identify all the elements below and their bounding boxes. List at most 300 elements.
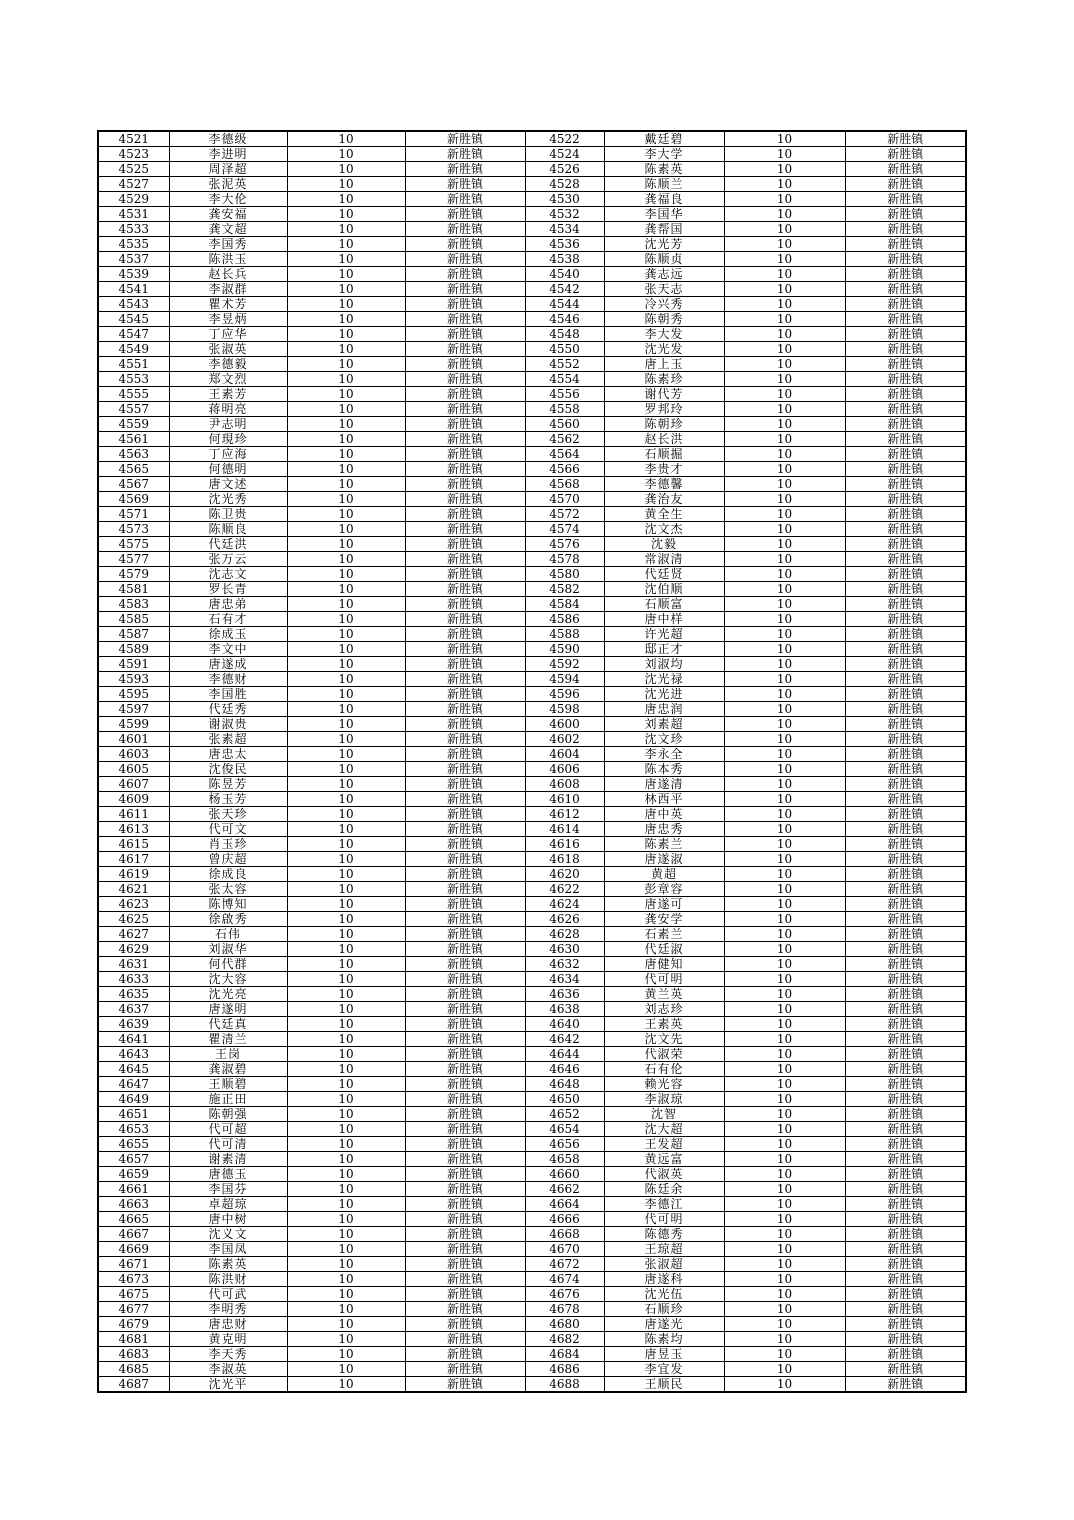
town-cell: 新胜镇 [845,987,966,1002]
person-name-cell: 李大伦 [169,192,287,207]
table-row [98,177,966,192]
amount-cell: 10 [287,267,405,282]
town-cell: 新胜镇 [845,1062,966,1077]
amount-cell: 10 [287,867,405,882]
amount-cell: 10 [287,432,405,447]
town-cell: 新胜镇 [405,282,525,297]
town-cell: 新胜镇 [845,1332,966,1347]
person-name-cell: 黄超 [604,867,724,882]
record-number-cell: 4613 [98,822,169,837]
table-row [98,1107,966,1122]
person-name-cell: 龚治友 [604,492,724,507]
amount-cell: 10 [724,897,845,912]
table-row [98,867,966,882]
record-number-cell: 4624 [525,897,604,912]
person-name-cell: 曾庆超 [169,852,287,867]
record-number-cell: 4645 [98,1062,169,1077]
amount-cell: 10 [724,1317,845,1332]
person-name-cell: 李明秀 [169,1302,287,1317]
record-number-cell: 4646 [525,1062,604,1077]
town-cell: 新胜镇 [405,552,525,567]
town-cell: 新胜镇 [845,687,966,702]
town-cell: 新胜镇 [405,627,525,642]
amount-cell: 10 [287,732,405,747]
amount-cell: 10 [724,837,845,852]
table-row [98,747,966,762]
amount-cell: 10 [287,672,405,687]
town-cell: 新胜镇 [845,327,966,342]
record-number-cell: 4631 [98,957,169,972]
town-cell: 新胜镇 [845,1347,966,1362]
record-number-cell: 4585 [98,612,169,627]
town-cell: 新胜镇 [845,792,966,807]
amount-cell: 10 [724,192,845,207]
record-number-cell: 4686 [525,1362,604,1377]
town-cell: 新胜镇 [405,1152,525,1167]
table-row [98,777,966,792]
town-cell: 新胜镇 [845,252,966,267]
town-cell: 新胜镇 [405,147,525,162]
town-cell: 新胜镇 [845,1227,966,1242]
person-name-cell: 沈俊民 [169,762,287,777]
amount-cell: 10 [287,312,405,327]
amount-cell: 10 [287,1317,405,1332]
record-number-cell: 4656 [525,1137,604,1152]
record-number-cell: 4614 [525,822,604,837]
amount-cell: 10 [724,612,845,627]
table-row [98,387,966,402]
amount-cell: 10 [287,492,405,507]
record-number-cell: 4688 [525,1377,604,1393]
person-name-cell: 肖玉珍 [169,837,287,852]
town-cell: 新胜镇 [405,537,525,552]
town-cell: 新胜镇 [405,417,525,432]
person-name-cell: 张淑英 [169,342,287,357]
table-row [98,612,966,627]
person-name-cell: 冷兴秀 [604,297,724,312]
town-cell: 新胜镇 [845,882,966,897]
record-number-cell: 4669 [98,1242,169,1257]
town-cell: 新胜镇 [405,732,525,747]
record-number-cell: 4569 [98,492,169,507]
amount-cell: 10 [287,207,405,222]
table-row [98,192,966,207]
person-name-cell: 陈素英 [604,162,724,177]
table-row [98,822,966,837]
record-number-cell: 4657 [98,1152,169,1167]
record-number-cell: 4573 [98,522,169,537]
record-number-cell: 4633 [98,972,169,987]
record-number-cell: 4568 [525,477,604,492]
table-row [98,702,966,717]
table-row [98,642,966,657]
record-number-cell: 4600 [525,717,604,732]
amount-cell: 10 [724,342,845,357]
record-number-cell: 4576 [525,537,604,552]
amount-cell: 10 [287,162,405,177]
town-cell: 新胜镇 [845,942,966,957]
amount-cell: 10 [287,957,405,972]
amount-cell: 10 [724,942,845,957]
amount-cell: 10 [287,477,405,492]
record-number-cell: 4682 [525,1332,604,1347]
amount-cell: 10 [724,1272,845,1287]
record-number-cell: 4679 [98,1317,169,1332]
record-number-cell: 4629 [98,942,169,957]
town-cell: 新胜镇 [845,972,966,987]
town-cell: 新胜镇 [845,1032,966,1047]
person-name-cell: 彭章容 [604,882,724,897]
table-row [98,552,966,567]
town-cell: 新胜镇 [405,522,525,537]
town-cell: 新胜镇 [845,1167,966,1182]
person-name-cell: 谢淑贵 [169,717,287,732]
person-name-cell: 杨玉芳 [169,792,287,807]
amount-cell: 10 [724,882,845,897]
record-number-cell: 4632 [525,957,604,972]
table-row [98,582,966,597]
town-cell: 新胜镇 [405,342,525,357]
amount-cell: 10 [724,387,845,402]
person-name-cell: 王素英 [604,1017,724,1032]
record-number-cell: 4672 [525,1257,604,1272]
person-name-cell: 李德江 [604,1197,724,1212]
amount-cell: 10 [287,237,405,252]
record-number-cell: 4547 [98,327,169,342]
amount-cell: 10 [287,402,405,417]
person-name-cell: 唐遂清 [604,777,724,792]
record-number-cell: 4675 [98,1287,169,1302]
record-number-cell: 4642 [525,1032,604,1047]
record-number-cell: 4592 [525,657,604,672]
town-cell: 新胜镇 [845,1047,966,1062]
record-number-cell: 4572 [525,507,604,522]
record-number-cell: 4599 [98,717,169,732]
person-name-cell: 谢素清 [169,1152,287,1167]
amount-cell: 10 [724,732,845,747]
town-cell: 新胜镇 [845,267,966,282]
person-name-cell: 李淑群 [169,282,287,297]
table-row [98,657,966,672]
town-cell: 新胜镇 [845,462,966,477]
town-cell: 新胜镇 [845,372,966,387]
person-name-cell: 石伟 [169,927,287,942]
amount-cell: 10 [724,1182,845,1197]
town-cell: 新胜镇 [845,642,966,657]
record-number-cell: 4530 [525,192,604,207]
person-name-cell: 沈光发 [604,342,724,357]
table-row [98,357,966,372]
amount-cell: 10 [724,417,845,432]
town-cell: 新胜镇 [405,1212,525,1227]
record-number-cell: 4605 [98,762,169,777]
person-name-cell: 瞿清兰 [169,1032,287,1047]
town-cell: 新胜镇 [405,1002,525,1017]
amount-cell: 10 [724,627,845,642]
record-number-cell: 4627 [98,927,169,942]
person-name-cell: 陈洪财 [169,1272,287,1287]
amount-cell: 10 [724,207,845,222]
record-number-cell: 4655 [98,1137,169,1152]
amount-cell: 10 [287,1332,405,1347]
table-row [98,912,966,927]
record-number-cell: 4618 [525,852,604,867]
record-number-cell: 4658 [525,1152,604,1167]
table-row [98,627,966,642]
record-number-cell: 4542 [525,282,604,297]
record-number-cell: 4536 [525,237,604,252]
record-number-cell: 4610 [525,792,604,807]
amount-cell: 10 [724,252,845,267]
person-name-cell: 施正田 [169,1092,287,1107]
town-cell: 新胜镇 [845,1137,966,1152]
record-number-cell: 4588 [525,627,604,642]
roster-table [97,130,967,1393]
amount-cell: 10 [287,912,405,927]
amount-cell: 10 [287,1047,405,1062]
record-number-cell: 4554 [525,372,604,387]
amount-cell: 10 [724,597,845,612]
amount-cell: 10 [724,642,845,657]
record-number-cell: 4567 [98,477,169,492]
amount-cell: 10 [724,987,845,1002]
person-name-cell: 沈大超 [604,1122,724,1137]
amount-cell: 10 [287,1272,405,1287]
amount-cell: 10 [724,1347,845,1362]
town-cell: 新胜镇 [405,837,525,852]
person-name-cell: 陈顺兰 [604,177,724,192]
town-cell: 新胜镇 [845,1017,966,1032]
record-number-cell: 4561 [98,432,169,447]
person-name-cell: 唐遂明 [169,1002,287,1017]
person-name-cell: 代廷洪 [169,537,287,552]
person-name-cell: 郑文烈 [169,372,287,387]
table-row [98,792,966,807]
person-name-cell: 龚帮国 [604,222,724,237]
person-name-cell: 李文中 [169,642,287,657]
person-name-cell: 石顺掘 [604,447,724,462]
record-number-cell: 4563 [98,447,169,462]
town-cell: 新胜镇 [845,597,966,612]
table-row [98,1167,966,1182]
town-cell: 新胜镇 [405,582,525,597]
table-row [98,897,966,912]
person-name-cell: 唐德玉 [169,1167,287,1182]
record-number-cell: 4557 [98,402,169,417]
table-row [98,1122,966,1137]
record-number-cell: 4529 [98,192,169,207]
record-number-cell: 4526 [525,162,604,177]
person-name-cell: 沈光芳 [604,237,724,252]
table-row [98,882,966,897]
amount-cell: 10 [287,1182,405,1197]
town-cell: 新胜镇 [405,1227,525,1242]
amount-cell: 10 [287,297,405,312]
record-number-cell: 4643 [98,1047,169,1062]
town-cell: 新胜镇 [405,462,525,477]
amount-cell: 10 [287,507,405,522]
record-number-cell: 4608 [525,777,604,792]
record-number-cell: 4587 [98,627,169,642]
town-cell: 新胜镇 [405,1167,525,1182]
record-number-cell: 4562 [525,432,604,447]
amount-cell: 10 [287,1107,405,1122]
town-cell: 新胜镇 [405,747,525,762]
person-name-cell: 石顺富 [604,597,724,612]
amount-cell: 10 [287,177,405,192]
amount-cell: 10 [724,672,845,687]
amount-cell: 10 [724,702,845,717]
town-cell: 新胜镇 [405,1287,525,1302]
town-cell: 新胜镇 [845,672,966,687]
record-number-cell: 4537 [98,252,169,267]
amount-cell: 10 [724,1032,845,1047]
amount-cell: 10 [287,1017,405,1032]
record-number-cell: 4565 [98,462,169,477]
record-number-cell: 4666 [525,1212,604,1227]
table-row [98,732,966,747]
record-number-cell: 4676 [525,1287,604,1302]
record-number-cell: 4664 [525,1197,604,1212]
person-name-cell: 黄全生 [604,507,724,522]
record-number-cell: 4524 [525,147,604,162]
amount-cell: 10 [724,1242,845,1257]
amount-cell: 10 [287,972,405,987]
town-cell: 新胜镇 [405,312,525,327]
person-name-cell: 沈文珍 [604,732,724,747]
town-cell: 新胜镇 [405,912,525,927]
town-cell: 新胜镇 [405,822,525,837]
record-number-cell: 4677 [98,1302,169,1317]
record-number-cell: 4528 [525,177,604,192]
amount-cell: 10 [287,522,405,537]
town-cell: 新胜镇 [405,402,525,417]
person-name-cell: 石有才 [169,612,287,627]
amount-cell: 10 [724,432,845,447]
person-name-cell: 黄兰英 [604,987,724,1002]
table-row [98,762,966,777]
town-cell: 新胜镇 [845,1152,966,1167]
town-cell: 新胜镇 [405,447,525,462]
amount-cell: 10 [287,552,405,567]
town-cell: 新胜镇 [845,537,966,552]
town-cell: 新胜镇 [845,1257,966,1272]
person-name-cell: 陈素英 [169,1257,287,1272]
record-number-cell: 4523 [98,147,169,162]
table-row [98,1182,966,1197]
record-number-cell: 4659 [98,1167,169,1182]
person-name-cell: 许光超 [604,627,724,642]
record-number-cell: 4687 [98,1377,169,1393]
amount-cell: 10 [287,987,405,1002]
person-name-cell: 陈朝珍 [604,417,724,432]
amount-cell: 10 [724,131,845,147]
record-number-cell: 4579 [98,567,169,582]
person-name-cell: 李大学 [604,147,724,162]
amount-cell: 10 [287,1002,405,1017]
amount-cell: 10 [287,1347,405,1362]
person-name-cell: 张天志 [604,282,724,297]
person-name-cell: 赵长兵 [169,267,287,282]
record-number-cell: 4617 [98,852,169,867]
amount-cell: 10 [287,1212,405,1227]
record-number-cell: 4582 [525,582,604,597]
amount-cell: 10 [287,567,405,582]
town-cell: 新胜镇 [405,897,525,912]
person-name-cell: 唐忠秀 [604,822,724,837]
town-cell: 新胜镇 [845,522,966,537]
person-name-cell: 代淑英 [604,1167,724,1182]
record-number-cell: 4650 [525,1092,604,1107]
amount-cell: 10 [287,1302,405,1317]
table-row [98,492,966,507]
person-name-cell: 徐成玉 [169,627,287,642]
person-name-cell: 李德级 [169,131,287,147]
town-cell: 新胜镇 [405,672,525,687]
table-row [98,537,966,552]
town-cell: 新胜镇 [405,162,525,177]
person-name-cell: 李淑英 [169,1362,287,1377]
amount-cell: 10 [287,942,405,957]
record-number-cell: 4590 [525,642,604,657]
record-number-cell: 4570 [525,492,604,507]
table-row [98,972,966,987]
record-number-cell: 4580 [525,567,604,582]
town-cell: 新胜镇 [845,1377,966,1393]
amount-cell: 10 [724,522,845,537]
table-row [98,522,966,537]
amount-cell: 10 [724,687,845,702]
town-cell: 新胜镇 [845,447,966,462]
record-number-cell: 4639 [98,1017,169,1032]
town-cell: 新胜镇 [845,582,966,597]
person-name-cell: 卓超琼 [169,1197,287,1212]
record-number-cell: 4674 [525,1272,604,1287]
table-row [98,372,966,387]
town-cell: 新胜镇 [405,1272,525,1287]
person-name-cell: 丁应海 [169,447,287,462]
record-number-cell: 4609 [98,792,169,807]
town-cell: 新胜镇 [845,822,966,837]
table-row [98,147,966,162]
amount-cell: 10 [724,852,845,867]
record-number-cell: 4578 [525,552,604,567]
amount-cell: 10 [724,822,845,837]
person-name-cell: 李国胜 [169,687,287,702]
person-name-cell: 刘淑均 [604,657,724,672]
town-cell: 新胜镇 [845,432,966,447]
amount-cell: 10 [724,492,845,507]
record-number-cell: 4539 [98,267,169,282]
town-cell: 新胜镇 [405,1017,525,1032]
town-cell: 新胜镇 [405,792,525,807]
record-number-cell: 4628 [525,927,604,942]
amount-cell: 10 [724,372,845,387]
record-number-cell: 4541 [98,282,169,297]
record-number-cell: 4638 [525,1002,604,1017]
table-row [98,267,966,282]
person-name-cell: 谢代芳 [604,387,724,402]
record-number-cell: 4538 [525,252,604,267]
person-name-cell: 代可清 [169,1137,287,1152]
town-cell: 新胜镇 [405,717,525,732]
town-cell: 新胜镇 [405,1077,525,1092]
table-row [98,987,966,1002]
town-cell: 新胜镇 [845,492,966,507]
town-cell: 新胜镇 [845,1182,966,1197]
town-cell: 新胜镇 [845,1092,966,1107]
person-name-cell: 李贵才 [604,462,724,477]
